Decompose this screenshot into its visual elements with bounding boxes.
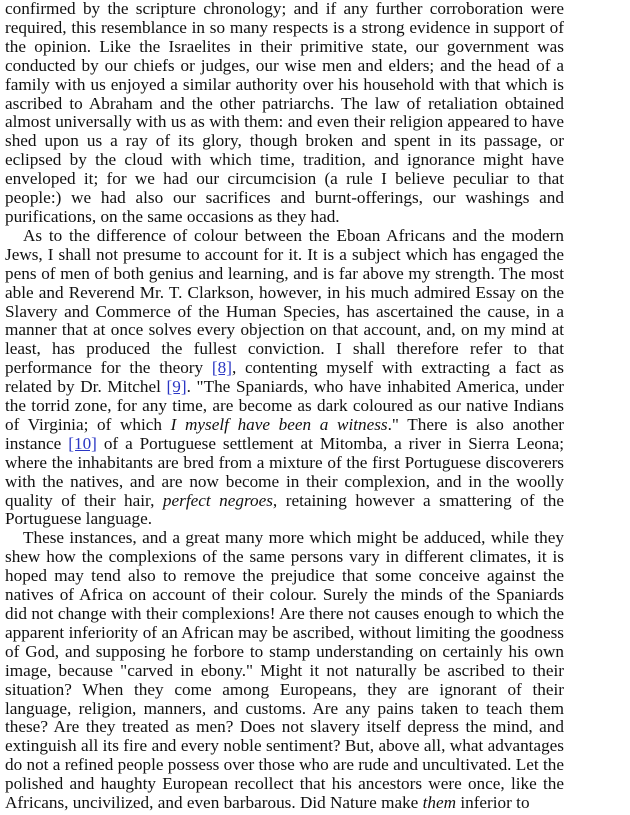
paragraph-text: of a Portuguese settlement at Mitomba, a river in Sierra Leona; where the inhabitants are bred from a mixture of the first Portuguese discoverers with the natives, and are now become in their complexion, and in the woolly quality of their hair, [5,433,564,510]
paragraph-text: As to the difference of colour between the Eboan Africans and the modern Jews, I shall not presume to account for it. It is a subject which has engaged the pens of men of both genius and learning, and is far above my strength. The most able and Reverend Mr. T. Clarkson, however, in his much admired Essay on the Slavery and Commerce of the Human Species, has ascertained the cause, in a manner that at once solves every objection on that account, and, on my mind at least, has produced the fullest conviction. I shall therefore refer to that performance for the theory [5,225,564,378]
italic-word: them [422,793,457,813]
footnote-link-9[interactable]: [9] [166,377,187,397]
paragraph-text: ." There is also another instance [5,414,564,453]
paragraph-2 [5,227,564,530]
footnote-link-8[interactable]: [8] [211,358,232,378]
italic-quote: I myself have been a witness [170,414,388,434]
footnote-link-10[interactable]: [10] [68,433,97,453]
paragraph-text: These instances, and a great many more which might be adduced, while they shew how the complexions of the same persons vary in different climates, it is hoped may tend also to remove the prejudice that some conceive against the natives of Africa on account of their colour. Surely the minds of the Spaniards did not change with their complexions! Are there not causes enough to which the apparent inferiority of an African may be ascribed, without limiting the goodness of God, and supposing he forbore to stamp understanding on certainly his own image, because "carved in ebony." Might it not naturally be ascribed to their situation? When they come among Europeans, they are ignorant of their language, religion, manners, and customs. Are any pains taken to teach them these? Are they treated as men? Does not slavery itself depress the mind, and extinguish all its fire and every noble sentiment? But, above all, what advantages do not a refined people possess over those who are rude and uncultivated. Let the polished and haughty European recollect that his ancestors were once, like the Africans, uncivilized, and even barbarous. Did Nature make [5,528,564,813]
paragraph-3 [5,529,564,813]
italic-phrase: perfect negroes [162,490,273,510]
paragraph-text: inferior to [456,793,530,813]
paragraph-text: , retaining however a smattering of the Portuguese language. [5,490,565,529]
paragraph-text: . "The Spaniards, who have inhabited America, under the torrid zone, for any time, are become as dark coloured as our native Indians of Virginia; of which [5,377,565,434]
paragraph-text: , contenting myself with extracting a fact as related by Dr. Mitchel [5,358,564,397]
paragraph-1 [5,0,564,227]
paragraph-text: confirmed by the scripture chronology; and if any further corroboration were required, this resemblance in so many respects is a strong evidence in support of the opinion. Like the Israelites in their primitive state, our government was conducted by our chiefs or judges, our wise men and elders; and the head of a family with us enjoyed a similar authority over his household with that which is ascribed to Abraham and the other patriarchs. The law of retaliation obtained almost universally with us as with them: and even their religion appeared to have shed upon us a ray of its glory, though broken and spent in its passage, or eclipsed by the cloud with which time, tradition, and ignorance might have enveloped it; for we had our circumcision (a rule I believe peculiar to that people:) we had also our sacrifices and burnt-offerings, our washings and purifications, on the same occasions as they had. [5,0,564,226]
document-page [5,0,564,813]
